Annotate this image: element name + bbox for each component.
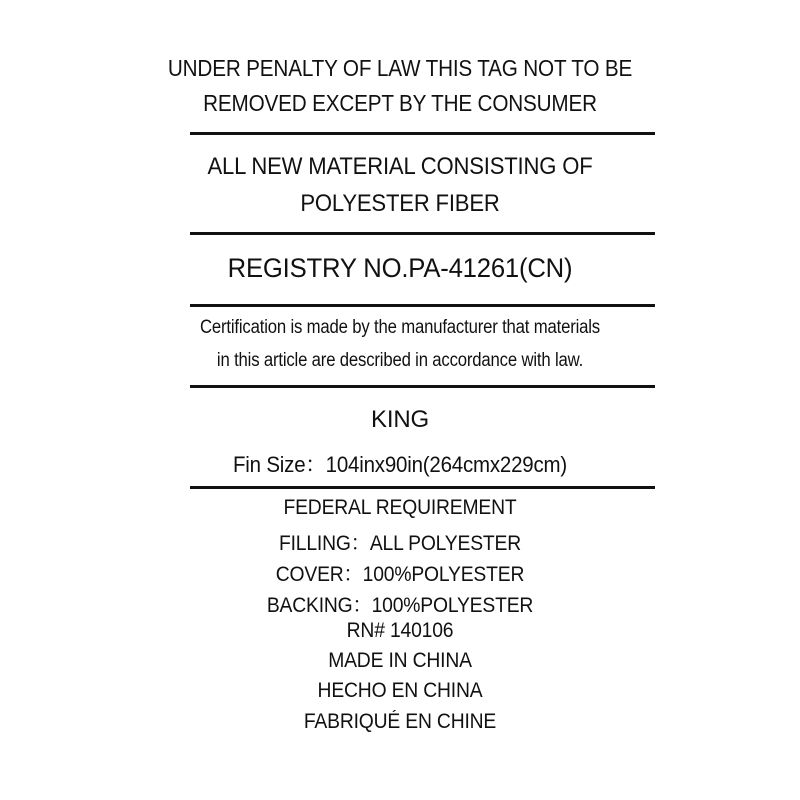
rn-number: RN# 140106 — [346, 619, 454, 642]
legal-notice-line-1: UNDER PENALTY OF LAW THIS TAG NOT TO BE — [167, 55, 633, 81]
divider — [190, 385, 655, 388]
material-line-2: POLYESTER FIBER — [300, 190, 500, 217]
divider — [190, 304, 655, 307]
filling-content: FILLING：ALL POLYESTER — [278, 532, 522, 555]
fabrique-en-country: FABRIQUÉ EN CHINE — [303, 710, 497, 733]
legal-notice-line-2: REMOVED EXCEPT BY THE CONSUMER — [203, 90, 597, 116]
cover-content: COVER：100%POLYESTER — [275, 563, 525, 586]
made-in-country: MADE IN CHINA — [328, 649, 472, 672]
backing-content: BACKING：100%POLYESTER — [266, 594, 534, 617]
size-name: KING — [371, 406, 429, 433]
fin-size: Fin Size：104inx90in(264cmx229cm) — [232, 452, 568, 477]
registry-number: REGISTRY NO.PA-41261(CN) — [227, 253, 573, 283]
certification-line-2: in this article are described in accordance with law. — [216, 350, 584, 371]
material-line-1: ALL NEW MATERIAL CONSISTING OF — [207, 153, 593, 180]
divider — [190, 232, 655, 235]
hecho-en-country: HECHO EN CHINA — [317, 679, 483, 702]
divider — [190, 486, 655, 489]
certification-line-1: Certification is made by the manufacturer that materials — [200, 317, 600, 338]
divider — [190, 132, 655, 135]
federal-requirement-heading: FEDERAL REQUIREMENT — [283, 496, 517, 519]
